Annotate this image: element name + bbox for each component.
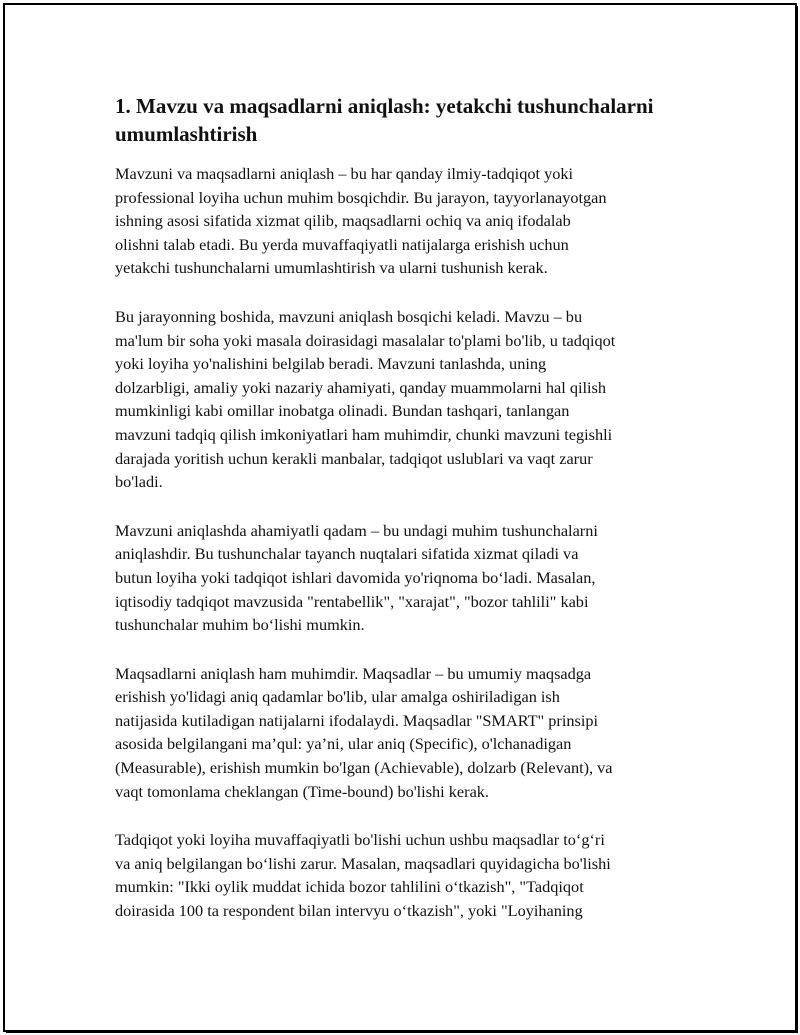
text-line: mumkinligi kabi omillar inobatga olinadi. Bundan tashqari, tanlangan: [115, 401, 570, 421]
text-line: natijasida kutiladigan natijalarni ifodalaydi. Maqsadlar "SMART" prinsipi: [115, 710, 599, 730]
text-line: professional loyiha uchun muhim bosqichdir. Bu jarayon, tayyorlanayotgan: [115, 187, 607, 207]
text-line: bo'ladi.: [115, 472, 163, 492]
heading-line: umumlashtirish: [115, 122, 258, 146]
section-heading: [115, 92, 695, 148]
text-line: mavzuni tadqiq qilish imkoniyatlari ham muhimdir, chunki mavzuni tegishli: [115, 424, 613, 444]
text-line: Mavzuni aniqlashda ahamiyatli qadam – bu undagi muhim tushunchalarni: [115, 520, 598, 540]
text-line: olishni talab etadi. Bu yerda muvaffaqiyatli natijalarga erishish uchun: [115, 234, 569, 254]
text-line: erishish yo'lidagi aniq qadamlar bo'lib, ular amalga oshiriladigan ish: [115, 687, 560, 707]
paragraph-5: [115, 828, 695, 922]
text-line: Mavzuni va maqsadlarni aniqlash – bu har qanday ilmiy-tadqiqot yoki: [115, 164, 574, 183]
text-line: aniqlashdir. Bu tushunchalar tayanch nuqtalari sifatida xizmat qiladi va: [115, 544, 579, 564]
text-line: ma'lum bir soha yoki masala doirasidagi masalalar to'plami bo'lib, u tadqiqot: [115, 330, 616, 350]
heading-line: 1. Mavzu va maqsadlarni aniqlash: yetakchi tushunchalarni: [115, 94, 654, 118]
paragraph-3: [115, 519, 695, 637]
text-line: iqtisodiy tadqiqot mavzusida "rentabellik", "xarajat", "bozor tahlili" kabi: [115, 591, 589, 611]
paragraph-2: [115, 305, 695, 494]
text-line: butun loyiha yoki tadqiqot ishlari davomida yo'riqnoma bo‘ladi. Masalan,: [115, 567, 596, 587]
text-line: Maqsadlarni aniqlash ham muhimdir. Maqsadlar – bu umumiy maqsadga: [115, 663, 592, 683]
text-line: Tadqiqot yoki loyiha muvaffaqiyatli bo'lishi uchun ushbu maqsadlar to‘g‘ri: [115, 830, 605, 850]
paragraph-1: [115, 162, 695, 280]
text-line: asosida belgilangani ma’qul: ya’ni, ular aniq (Specific), o'lchanadigan: [115, 734, 572, 754]
paragraph-4: [115, 662, 695, 804]
text-line: (Measurable), erishish mumkin bo'lgan (Achievable), dolzarb (Relevant), va: [115, 758, 613, 778]
text-line: yetakchi tushunchalarni umumlashtirish va ularni tushunish kerak.: [115, 258, 548, 278]
text-line: Bu jarayonning boshida, mavzuni aniqlash bosqichi keladi. Mavzu – bu: [115, 306, 583, 326]
document-body: [115, 92, 695, 948]
text-line: vaqt tomonlama cheklangan (Time-bound) bo'lishi kerak.: [115, 781, 490, 801]
text-line: va aniq belgilangan bo‘lishi zarur. Masalan, maqsadlari quyidagicha bo'lishi: [115, 853, 611, 873]
text-line: doirasida 100 ta respondent bilan intervyu o‘tkazish", yoki "Loyihaning: [115, 901, 583, 921]
text-line: dolzarbligi, amaliy yoki nazariy ahamiyati, qanday muammolarni hal qilish: [115, 377, 607, 397]
text-line: tushunchalar muhim bo‘lishi mumkin.: [115, 615, 365, 635]
text-line: yoki loyiha yo'nalishini belgilab beradi. Mavzuni tanlashda, uning: [115, 354, 547, 374]
text-line: mumkin: "Ikki oylik muddat ichida bozor tahlilini o‘tkazish", "Tadqiqot: [115, 877, 584, 897]
text-line: ishning asosi sifatida xizmat qilib, maqsadlarni ochiq va aniq ifodalab: [115, 211, 571, 231]
text-line: darajada yoritish uchun kerakli manbalar, tadqiqot uslublari va vaqt zarur: [115, 448, 593, 468]
